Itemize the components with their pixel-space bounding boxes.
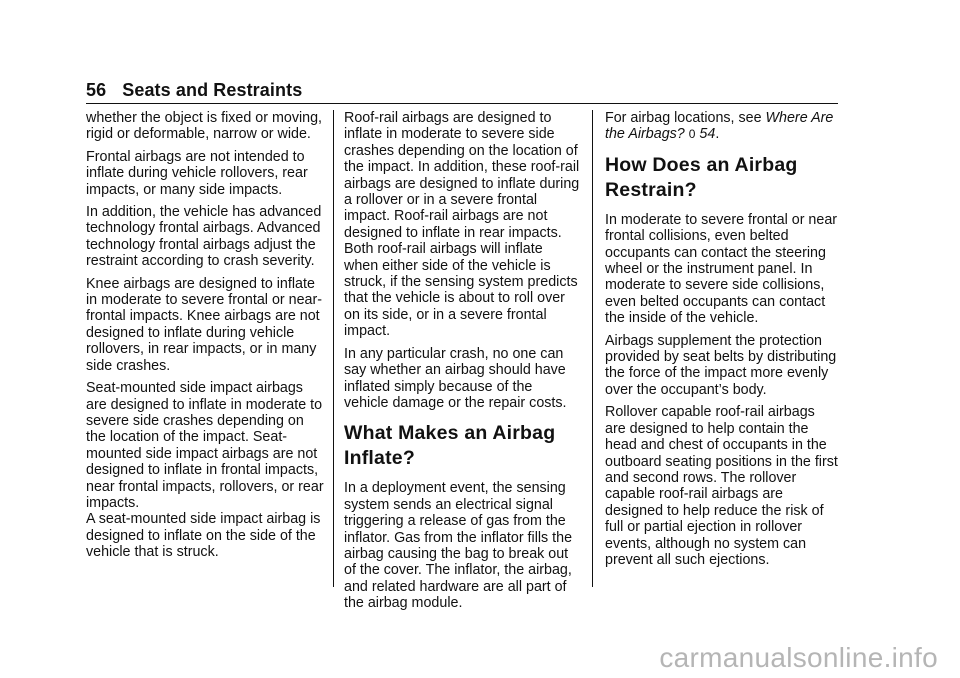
paragraph: In moderate to severe frontal or near frontal collisions, even belted occupants can contact the steering wheel or the instrument panel. In moderate to severe side collisions, even belted occupants can contact the inside of the vehicle. (605, 211, 838, 327)
header-rule (86, 103, 838, 104)
paragraph: whether the object is fixed or moving, rigid or deformable, narrow or wide. (86, 110, 323, 143)
cross-reference-end: . (715, 126, 720, 143)
paragraph (605, 110, 839, 143)
page-number: 56 (86, 80, 107, 100)
page-header (86, 80, 302, 101)
paragraph: Roof-rail airbags are designed to inflate in moderate to severe side crashes depending on the location of the impact. In addition, these roof-rail airbags are designed to inflate during a rollover or in a severe frontal impact. Roof-rail airbags are not designed to inflate in rear impacts. Both roof-rail airbags will inflate when either side of the vehicle is struck, if the sensing system predicts that the vehicle is about to roll over on its side, or in a severe frontal impact. (344, 110, 580, 340)
paragraph: In addition, the vehicle has advanced technology frontal airbags. Advanced technology frontal airbags adjust the restraint according to crash severity. (86, 204, 322, 270)
cross-reference-link[interactable]: Where Are the Airbags? (605, 110, 834, 143)
paragraph: Frontal airbags are not intended to inflate during vehicle rollovers, rear impacts, or many side impacts. (86, 148, 308, 198)
paragraph: In a deployment event, the sensing system sends an electrical signal triggering a release of gas from the inflator. Gas from the inflator fills the airbag causing the bag to break out of the cover. The inflator, the airbag, and related hardware are all part of the airbag module. (344, 480, 573, 612)
paragraph: A seat-mounted side impact airbag is designed to inflate on the side of the vehicle that is struck. (86, 511, 321, 561)
column-1 (86, 110, 324, 567)
paragraph: Seat-mounted side impact airbags are designed to inflate in moderate to severe side crashes depending on the location of the impact. Seat-mounted side impact airbags are not designed to inflate in frontal impacts, near frontal impacts, rollovers, or rear impacts. (86, 380, 324, 511)
column-divider-2 (592, 110, 593, 587)
column-3 (605, 110, 839, 574)
watermark: carmanualsonline.info (659, 642, 938, 673)
column-2 (344, 110, 580, 618)
paragraph: Knee airbags are designed to inflate in moderate to severe frontal or near-frontal impacts. Knee airbags are not designed to inflate during vehicle rollovers, in rear impacts, or in many side crashes. (86, 275, 323, 374)
section-title: Seats and Restraints (122, 80, 303, 100)
section-heading: How Does an Airbag Restrain? (605, 153, 798, 201)
column-divider-1 (333, 110, 334, 587)
page-reference-icon: 0 (688, 127, 696, 142)
paragraph: Rollover capable roof-rail airbags are designed to help contain the head and chest of occupants in the outboard seating positions in the first and second rows. The rollover capable roof-rail airbags are designed to help reduce the risk of full or partial ejection in rollover events, although no system can prevent all such ejections. (605, 404, 838, 568)
section-heading: What Makes an Airbag Inflate? (344, 422, 556, 470)
paragraph: In any particular crash, no one can say whether an airbag should have inflated simply because of the vehicle damage or the repair costs. (344, 345, 567, 411)
paragraph: Airbags supplement the protection provided by seat belts by distributing the force of the impact more evenly over the occupant’s body. (605, 332, 837, 398)
cross-reference-page[interactable]: 54 (699, 126, 716, 143)
cross-reference-lead: For airbag locations, see (605, 110, 766, 126)
